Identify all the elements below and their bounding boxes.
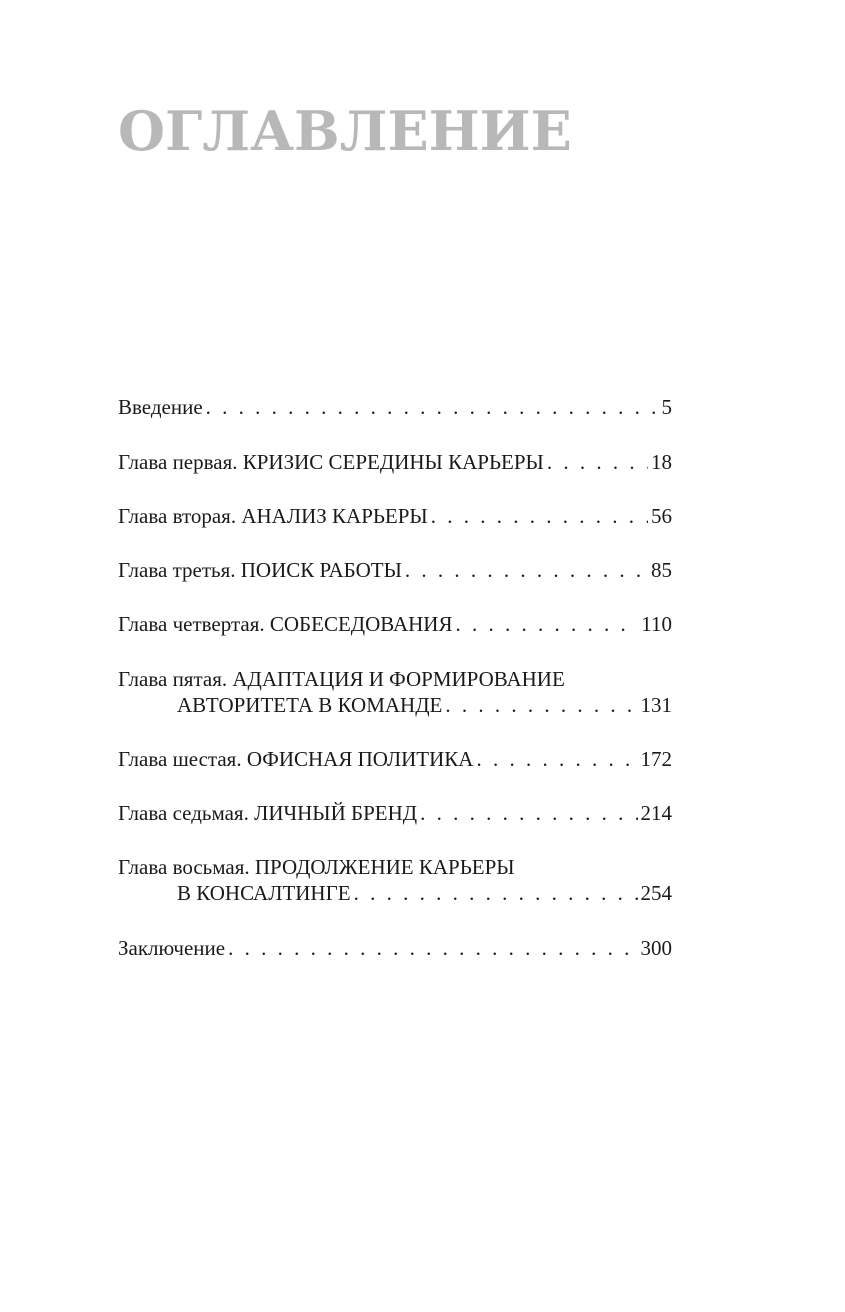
toc-page-number: 5 <box>661 395 672 419</box>
toc-page-number: 300 <box>640 936 672 960</box>
toc-page-number: 18 <box>651 450 672 474</box>
dot-leader <box>476 746 637 772</box>
toc-entry-title: Глава первая. КРИЗИС СЕРЕДИНЫ КАРЬЕРЫ <box>118 450 544 474</box>
toc-page-number: 110 <box>641 612 672 636</box>
toc-entry-chapter-3[interactable] <box>118 557 672 583</box>
toc-entry-title: Глава восьмая. ПРОДОЛЖЕНИЕ КАРЬЕРЫ <box>118 855 515 879</box>
dot-leader <box>547 449 648 475</box>
toc-entry-chapter-7[interactable] <box>118 800 672 826</box>
dot-leader <box>354 880 638 906</box>
toc-entry-title: Глава шестая. ОФИСНАЯ ПОЛИТИКА <box>118 747 474 771</box>
toc-entry-chapter-2[interactable] <box>118 503 672 529</box>
toc-entry-title: Заключение <box>118 936 226 960</box>
dot-leader <box>455 611 638 637</box>
toc-entry-title: Глава пятая. АДАПТАЦИЯ И ФОРМИРОВАНИЕ <box>118 667 565 691</box>
toc-entry-title-continuation: АВТОРИТЕТА В КОМАНДЕ <box>177 693 443 717</box>
toc-entry-title: Глава четвертая. СОБЕСЕДОВАНИЯ <box>118 612 453 636</box>
toc-entry-chapter-4[interactable] <box>118 611 672 637</box>
toc-page-number: 131 <box>640 693 672 717</box>
toc-entry-title: Глава седьмая. ЛИЧНЫЙ БРЕНД <box>118 801 418 825</box>
toc-page-number: 172 <box>640 747 672 771</box>
dot-leader <box>420 800 637 826</box>
dot-leader <box>405 557 648 583</box>
dot-leader <box>228 935 637 961</box>
toc-entry-introduction[interactable] <box>118 394 672 420</box>
dot-leader <box>206 394 659 420</box>
toc-entry-chapter-6[interactable] <box>118 746 672 772</box>
dot-leader <box>431 503 648 529</box>
toc-page-number: 56 <box>651 504 672 528</box>
toc-entry-chapter-5[interactable] <box>118 666 672 718</box>
page-title: ОГЛАВЛЕНИЕ <box>118 99 572 163</box>
toc-page-number: 254 <box>640 881 672 905</box>
toc-entry-title: Глава третья. ПОИСК РАБОТЫ <box>118 558 402 582</box>
toc-page-number: 214 <box>640 801 672 825</box>
toc-entry-title-continuation: В КОНСАЛТИНГЕ <box>177 881 351 905</box>
toc-entry-title: Глава вторая. АНАЛИЗ КАРЬЕРЫ <box>118 504 428 528</box>
toc-entry-chapter-8[interactable] <box>118 854 672 906</box>
toc-entry-conclusion[interactable] <box>118 935 672 961</box>
toc-entry-title: Введение <box>118 395 203 419</box>
dot-leader <box>445 692 637 718</box>
toc-entry-chapter-1[interactable] <box>118 449 672 475</box>
toc-page-number: 85 <box>651 558 672 582</box>
